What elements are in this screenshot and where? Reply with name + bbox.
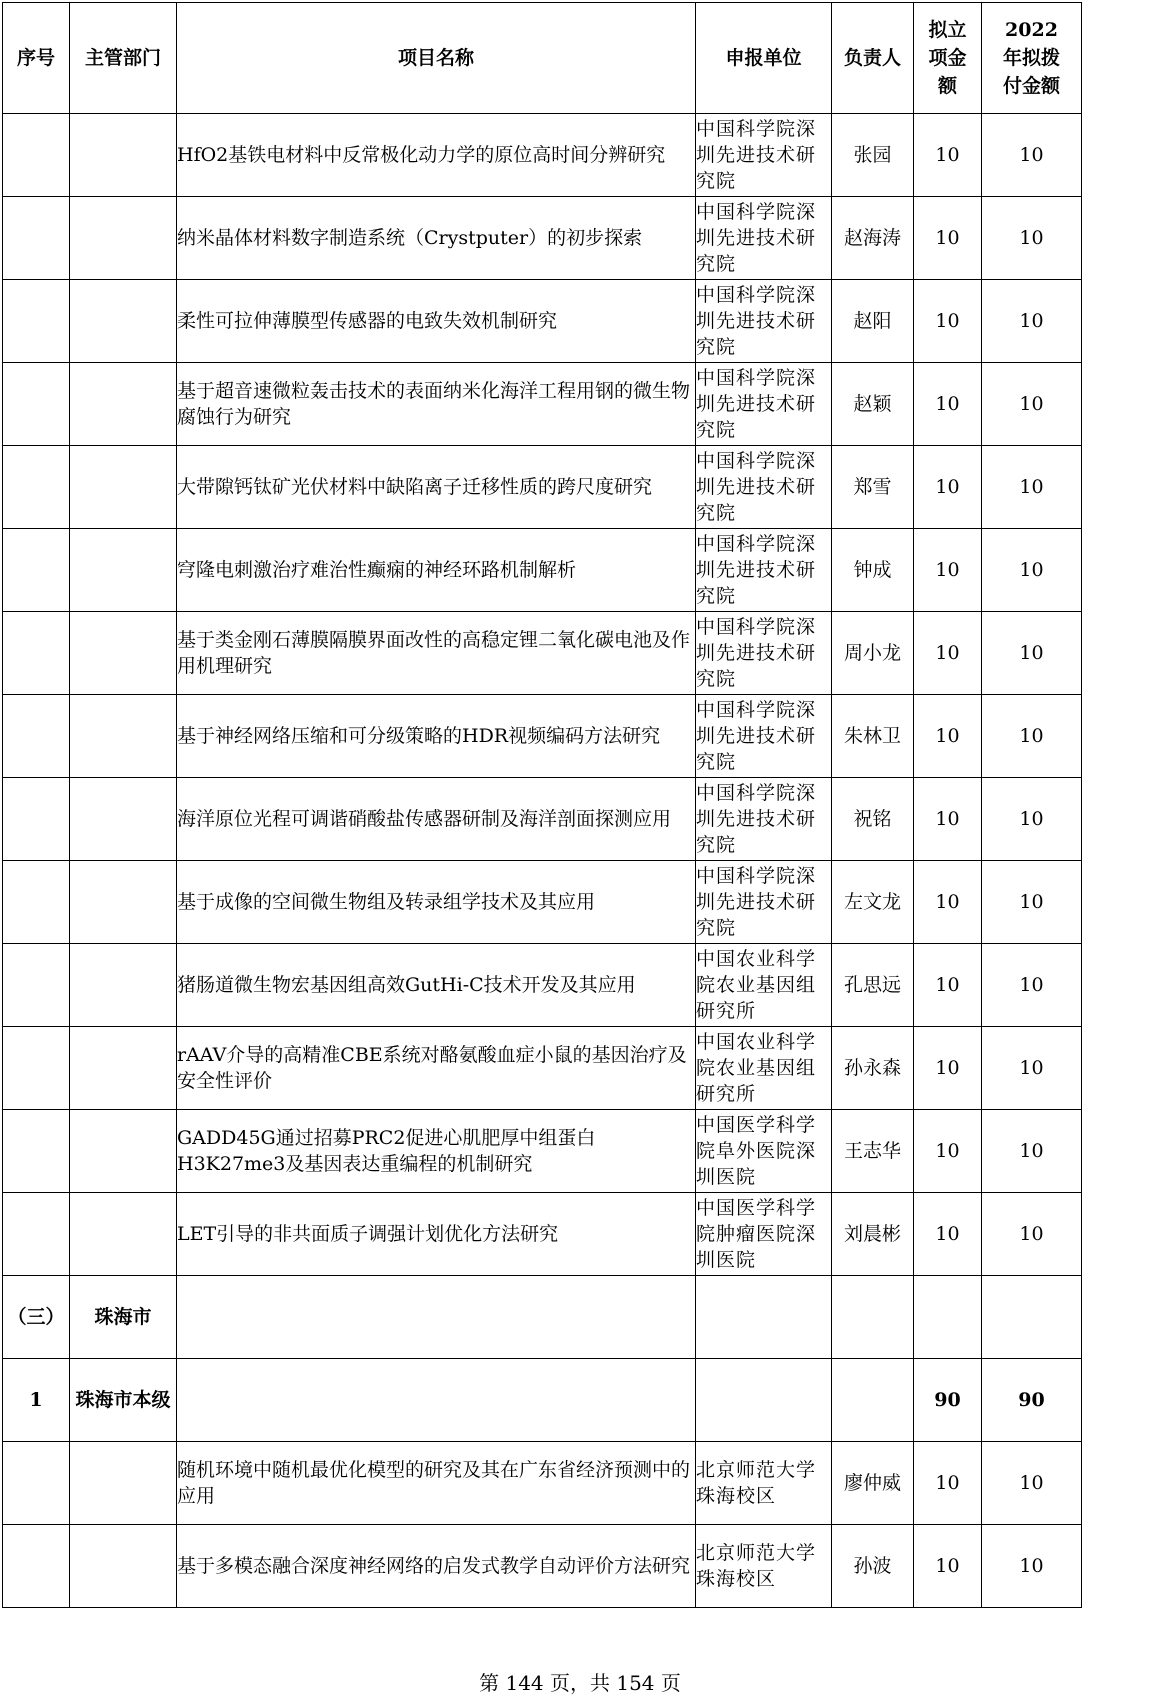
cell-seq [3,1027,70,1110]
cell-unit: 中国科学院深圳先进技术研究院 [696,197,832,280]
cell-project: 柔性可拉伸薄膜型传感器的电致失效机制研究 [177,280,696,363]
header-row [3,3,1082,114]
cell-seq [3,197,70,280]
cell-project: 基于多模态融合深度神经网络的启发式教学自动评价方法研究 [177,1525,696,1608]
cell-amount [914,1276,982,1359]
header-disburse-2022-text: 2022年拟拨付金额 [1002,19,1060,97]
cell-dept [70,695,177,778]
cell-leader: 赵颖 [832,363,914,446]
cell-dept [70,114,177,197]
cell-leader [832,1276,914,1359]
cell-amount: 10 [914,1027,982,1110]
cell-disburse: 10 [982,446,1082,529]
cell-project: 穹隆电刺激治疗难治性癫痫的神经环路机制解析 [177,529,696,612]
cell-project: 基于类金刚石薄膜隔膜界面改性的高稳定锂二氧化碳电池及作用机理研究 [177,612,696,695]
cell-disburse: 10 [982,1027,1082,1110]
cell-dept [70,363,177,446]
cell-dept [70,944,177,1027]
table-row [3,1359,1082,1442]
cell-unit: 北京师范大学珠海校区 [696,1525,832,1608]
cell-dept [70,612,177,695]
project-table [2,2,1082,1608]
cell-seq [3,612,70,695]
cell-unit: 中国科学院深圳先进技术研究院 [696,861,832,944]
cell-dept [70,446,177,529]
cell-leader: 祝铭 [832,778,914,861]
header-leader: 负责人 [832,3,914,114]
cell-unit: 中国科学院深圳先进技术研究院 [696,363,832,446]
cell-project [177,1276,696,1359]
cell-leader: 朱林卫 [832,695,914,778]
header-seq: 序号 [3,3,70,114]
cell-project [177,1359,696,1442]
cell-amount: 10 [914,778,982,861]
cell-dept [70,1110,177,1193]
cell-project: 纳米晶体材料数字制造系统（Crystputer）的初步探索 [177,197,696,280]
cell-amount: 10 [914,446,982,529]
cell-unit: 中国农业科学院农业基因组研究所 [696,1027,832,1110]
table-row [3,778,1082,861]
cell-leader: 廖仲威 [832,1442,914,1525]
cell-unit: 中国科学院深圳先进技术研究院 [696,114,832,197]
cell-amount: 10 [914,529,982,612]
cell-seq [3,363,70,446]
table-row [3,861,1082,944]
cell-dept: 珠海市本级 [70,1359,177,1442]
cell-leader: 孙波 [832,1525,914,1608]
cell-amount: 10 [914,1193,982,1276]
table-row [3,1027,1082,1110]
header-disburse-2022 [982,3,1082,114]
cell-leader: 张园 [832,114,914,197]
cell-seq [3,280,70,363]
cell-seq [3,695,70,778]
cell-unit: 中国科学院深圳先进技术研究院 [696,695,832,778]
cell-disburse: 10 [982,695,1082,778]
cell-seq: 1 [3,1359,70,1442]
cell-amount: 10 [914,944,982,1027]
header-project: 项目名称 [177,3,696,114]
cell-dept [70,1525,177,1608]
cell-leader: 刘晨彬 [832,1193,914,1276]
cell-unit: 中国科学院深圳先进技术研究院 [696,446,832,529]
cell-disburse: 10 [982,529,1082,612]
cell-dept [70,529,177,612]
table-row [3,114,1082,197]
cell-project: 海洋原位光程可调谐硝酸盐传感器研制及海洋剖面探测应用 [177,778,696,861]
cell-seq [3,944,70,1027]
table-row [3,1442,1082,1525]
cell-leader: 孙永森 [832,1027,914,1110]
cell-amount: 10 [914,861,982,944]
cell-leader: 赵阳 [832,280,914,363]
cell-dept [70,1442,177,1525]
cell-unit [696,1276,832,1359]
cell-unit: 中国医学科学院阜外医院深圳医院 [696,1110,832,1193]
page-footer: 第 144 页，共 154 页 [479,1671,681,1695]
cell-unit: 中国医学科学院肿瘤医院深圳医院 [696,1193,832,1276]
cell-disburse: 10 [982,1442,1082,1525]
table-row [3,612,1082,695]
cell-disburse: 10 [982,861,1082,944]
cell-amount: 10 [914,280,982,363]
cell-disburse: 10 [982,612,1082,695]
cell-amount: 10 [914,1110,982,1193]
table-row [3,1110,1082,1193]
cell-unit: 中国科学院深圳先进技术研究院 [696,529,832,612]
table-row [3,446,1082,529]
cell-seq [3,1193,70,1276]
table-row [3,944,1082,1027]
cell-project: 大带隙钙钛矿光伏材料中缺陷离子迁移性质的跨尺度研究 [177,446,696,529]
cell-project: HfO2基铁电材料中反常极化动力学的原位高时间分辨研究 [177,114,696,197]
cell-project: 随机环境中随机最优化模型的研究及其在广东省经济预测中的应用 [177,1442,696,1525]
cell-leader: 孔思远 [832,944,914,1027]
cell-seq [3,1110,70,1193]
cell-leader: 王志华 [832,1110,914,1193]
cell-dept: 珠海市 [70,1276,177,1359]
cell-amount: 10 [914,612,982,695]
table-row [3,695,1082,778]
cell-seq [3,529,70,612]
table-row [3,529,1082,612]
table-row [3,280,1082,363]
cell-disburse: 10 [982,1193,1082,1276]
cell-dept [70,861,177,944]
cell-disburse: 10 [982,197,1082,280]
cell-dept [70,1193,177,1276]
cell-seq [3,1525,70,1608]
cell-disburse: 90 [982,1359,1082,1442]
cell-seq: （三） [3,1276,70,1359]
cell-leader: 钟成 [832,529,914,612]
cell-leader: 周小龙 [832,612,914,695]
cell-seq [3,1442,70,1525]
cell-unit: 中国科学院深圳先进技术研究院 [696,280,832,363]
cell-project: rAAV介导的高精准CBE系统对酪氨酸血症小鼠的基因治疗及安全性评价 [177,1027,696,1110]
cell-project: 基于神经网络压缩和可分级策略的HDR视频编码方法研究 [177,695,696,778]
cell-leader [832,1359,914,1442]
cell-disburse: 10 [982,1110,1082,1193]
cell-dept [70,197,177,280]
cell-unit: 中国农业科学院农业基因组研究所 [696,944,832,1027]
cell-dept [70,1027,177,1110]
cell-leader: 左文龙 [832,861,914,944]
cell-disburse: 10 [982,280,1082,363]
cell-project: 猪肠道微生物宏基因组高效GutHi-C技术开发及其应用 [177,944,696,1027]
cell-disburse: 10 [982,778,1082,861]
header-approved-amount [914,3,982,114]
cell-disburse: 10 [982,1525,1082,1608]
header-unit: 申报单位 [696,3,832,114]
header-dept: 主管部门 [70,3,177,114]
cell-project: 基于超音速微粒轰击技术的表面纳米化海洋工程用钢的微生物腐蚀行为研究 [177,363,696,446]
cell-dept [70,280,177,363]
cell-unit [696,1359,832,1442]
table-row [3,197,1082,280]
table-row [3,1193,1082,1276]
cell-project: 基于成像的空间微生物组及转录组学技术及其应用 [177,861,696,944]
cell-dept [70,778,177,861]
cell-amount: 10 [914,695,982,778]
table-row [3,1525,1082,1608]
cell-unit: 北京师范大学珠海校区 [696,1442,832,1525]
cell-leader: 赵海涛 [832,197,914,280]
cell-project: LET引导的非共面质子调强计划优化方法研究 [177,1193,696,1276]
table-row [3,363,1082,446]
cell-unit: 中国科学院深圳先进技术研究院 [696,778,832,861]
table-row [3,1276,1082,1359]
table-body [3,114,1082,1608]
cell-project: GADD45G通过招募PRC2促进心肌肥厚中组蛋白H3K27me3及基因表达重编程的机制研究 [177,1110,696,1193]
cell-amount: 10 [914,114,982,197]
cell-seq [3,778,70,861]
header-approved-amount-text: 拟立项金额 [928,19,967,97]
cell-disburse: 10 [982,363,1082,446]
cell-seq [3,114,70,197]
cell-amount: 10 [914,363,982,446]
cell-amount: 10 [914,1442,982,1525]
cell-unit: 中国科学院深圳先进技术研究院 [696,612,832,695]
cell-leader: 郑雪 [832,446,914,529]
cell-seq [3,861,70,944]
cell-disburse: 10 [982,114,1082,197]
cell-amount: 10 [914,197,982,280]
cell-amount: 90 [914,1359,982,1442]
cell-disburse [982,1276,1082,1359]
cell-disburse: 10 [982,944,1082,1027]
cell-seq [3,446,70,529]
cell-amount: 10 [914,1525,982,1608]
